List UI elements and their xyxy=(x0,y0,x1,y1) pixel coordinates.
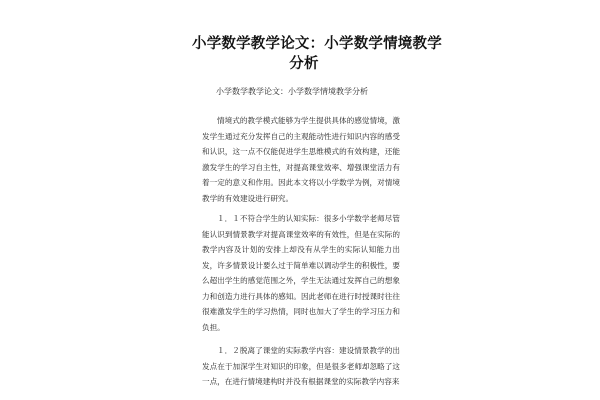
title-line-2: 分析 xyxy=(289,56,319,72)
paragraph-intro: 情境式的教学模式能够为学生提供具体的感觉情境，激发学生通过充分发挥自己的主观能动性进行知识内容的感受和认识，这一点不仅能促进学生思维模式的有效构建，还能激发学生的学习自主性，对提高课堂效率、增强课堂活力有着一定的意义和作用。因此本文将以小学数学为例，对情境教学的有效建设进行研究。 xyxy=(202,116,400,203)
document-body xyxy=(202,113,400,396)
paragraph-section-1-2: １．２脱离了课堂的实际教学内容：建设情景教学的出发点在于加深学生对知识的印象，但是很多老师却忽略了这一点，在进行情境建构时并没有根据课堂的实际教学内容来 xyxy=(202,346,400,386)
document-title xyxy=(192,34,442,74)
title-line-1: 小学数学教学论文：小学数学情境教学 xyxy=(192,36,442,52)
document-subtitle: 小学数学教学论文：小学数学情境教学分析 xyxy=(216,87,368,96)
paragraph-section-1-1: １．１不符合学生的认知实际：很多小学数学老师尽管能认识到情景教学对提高课堂效率的有效性，但是在实际的教学内容及计划的安排上却没有从学生的实际认知能力出发，许多情景设计要么过于简单难以调动学生的积极性，要么超出学生的感觉范围之外，学生无法通过发挥自己的想象力和创造力进行具体的感知。因此老师在进行时授课时往往很难激发学生的学习热情，同时也加大了学生的学习压力和负担。 xyxy=(202,214,400,332)
